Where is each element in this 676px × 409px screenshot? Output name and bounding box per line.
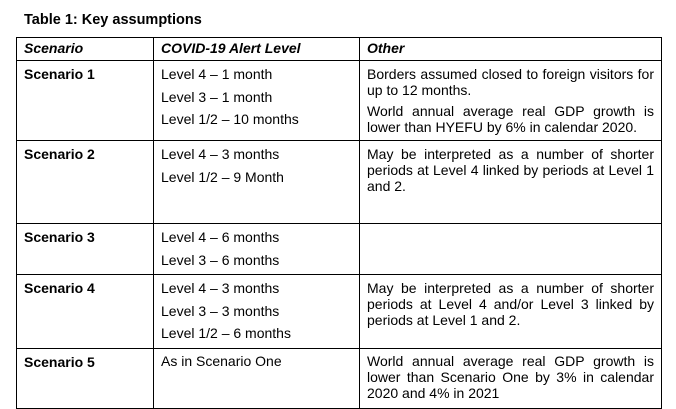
alert-level-entry: Level 1/2 – 6 months <box>161 325 291 341</box>
alert-level-entry: Level 3 – 1 month <box>161 88 273 105</box>
table-caption: Table 1: Key assumptions <box>24 12 202 28</box>
table-header-row <box>17 38 662 61</box>
table-row <box>17 348 662 408</box>
other-note: World annual average real GDP growth is lower than Scenario One by 3% in calendar 2020 and 4% in 2021 <box>367 352 654 401</box>
other-cell <box>360 61 662 141</box>
scenario-cell: Scenario 4 <box>17 275 154 349</box>
alert-level-entry: Level 4 – 1 month <box>161 66 273 82</box>
other-cell <box>360 224 662 275</box>
other-note: World annual average real GDP growth is lower than HYEFU by 6% in calendar 2020. <box>367 103 654 135</box>
key-assumptions-table <box>16 37 662 409</box>
table-row <box>17 61 662 141</box>
alert-level-entry: Level 1/2 – 9 Month <box>161 168 284 185</box>
alert-level-entry: Level 4 – 3 months <box>161 280 280 296</box>
alert-level-entry: As in Scenario One <box>161 352 282 369</box>
column-header-other: Other <box>360 38 662 61</box>
other-note: May be interpreted as a number of shorter periods at Level 4 linked by periods at Level 1 and 2. <box>367 146 654 194</box>
other-cell <box>360 141 662 224</box>
other-note: Borders assumed closed to foreign visitors for up to 12 months. <box>367 66 654 98</box>
alert-level-entry: Level 4 – 6 months <box>161 229 280 245</box>
alert-level-cell <box>154 348 360 408</box>
scenario-cell: Scenario 1 <box>17 61 154 141</box>
scenario-cell: Scenario 5 <box>17 348 154 408</box>
alert-level-entry: Level 3 – 6 months <box>161 251 280 268</box>
alert-level-cell <box>154 61 360 141</box>
other-cell <box>360 275 662 349</box>
scenario-cell: Scenario 2 <box>17 141 154 224</box>
alert-level-entry: Level 4 – 3 months <box>161 146 280 162</box>
other-note: May be interpreted as a number of shorter periods at Level 4 and/or Level 3 linked by periods at Level 1 and 2. <box>367 280 654 328</box>
column-header-alert-level: COVID-19 Alert Level <box>154 38 360 61</box>
alert-level-entry: Level 3 – 3 months <box>161 302 280 319</box>
scenario-cell: Scenario 3 <box>17 224 154 275</box>
alert-level-cell <box>154 141 360 224</box>
alert-level-entry: Level 1/2 – 10 months <box>161 111 299 127</box>
other-cell <box>360 348 662 408</box>
column-header-scenario: Scenario <box>17 38 154 61</box>
table-row <box>17 275 662 349</box>
alert-level-cell <box>154 224 360 275</box>
alert-level-cell <box>154 275 360 349</box>
table-row <box>17 141 662 224</box>
table-row <box>17 224 662 275</box>
